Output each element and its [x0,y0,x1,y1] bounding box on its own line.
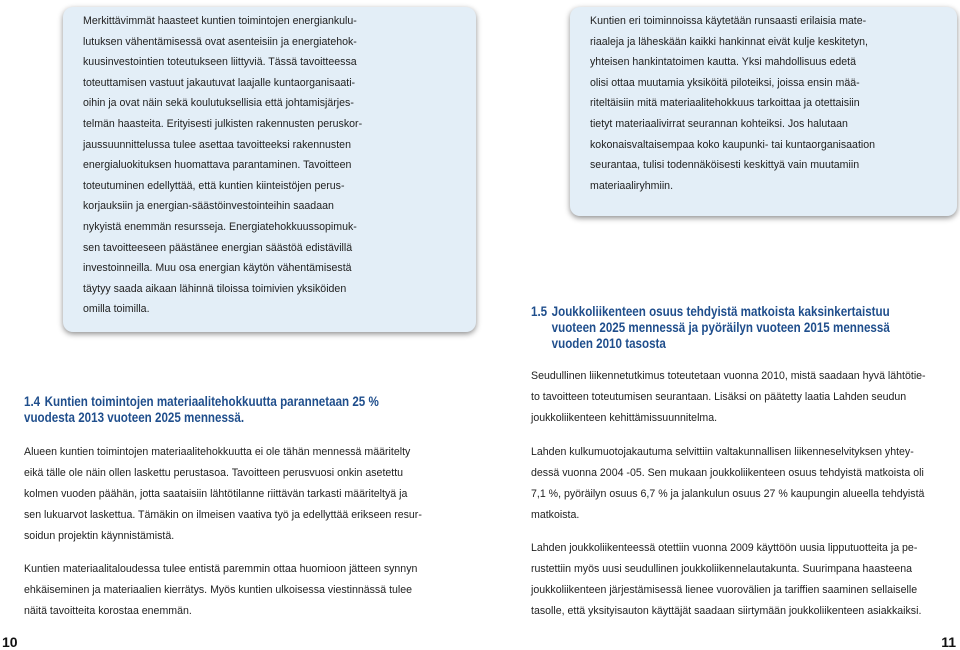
box-text-line: täytyy saada aikaan lähinnä tiloissa toimivien yksiköiden [83,282,347,295]
heading-text: vuodesta 2013 vuoteen 2025 mennessä. [24,410,245,425]
paragraph-line: Kuntien materiaalitaloudessa tulee entistä paremmin ottaa huomioon jätteen synnyn [24,563,418,575]
box-text-line: riaaleja ja läheskään kaikki hankinnat eivät kulje keskitetyn, [590,35,868,48]
box-text-line: jaussuunnittelussa tulee asettaa tavoitteeksi rakennusten [83,138,351,151]
box-text-line: investoinneilla. Muu osa energian käytön vähentämisestä [83,262,352,275]
box-text-line: toteuttamisen vastuut jakautuvat laajalle kuntaorganisaati- [83,76,356,89]
heading-number: 1.5 [531,304,548,319]
box-text-line: toteutuminen edellyttää, että kuntien kiinteistöjen perus- [83,179,345,192]
box-text-line: yhteisen hankintatoimen kautta. Yksi mahdollisuus edetä [590,56,856,69]
page-number-right: 11 [941,634,956,650]
body-paragraph [531,442,924,526]
paragraph-line: 7,1 %, pyöräilyn osuus 6,7 % ja jalankulun osuus 27 % kaupungin alueella tehdyistä [531,488,925,500]
highlight-box-right [570,7,957,216]
box-text-line: nykyistä enemmän resursseja. Energiatehokkuussopimuk- [83,220,357,233]
heading-text: vuoteen 2025 mennessä ja pyöräilyn vuoteen 2015 mennessä [551,320,890,335]
paragraph-line: Alueen kuntien toimintojen materiaalitehokkuutta ei ole tähän mennessä määritelty [24,446,411,458]
page-number-left: 10 [2,634,18,650]
box-text-line: Merkittävimmät haasteet kuntien toimintojen energiankulu- [83,15,357,27]
heading-number: 1.4 [24,394,41,409]
paragraph-line: joukkoliikenteen järjestämisessä lienee vuorovälien ja tariffien saaminen sellaiselle [531,584,918,596]
box-text-line: sen tavoitteeseen päästänee energian säästöä edistävillä [83,241,353,254]
paragraph-line: tasolle, että yksityisauton käyttäjät saadaan siirtymään joukkoliikenteen asiakkaiksi. [531,605,922,617]
paragraph-line: Seudullinen liikennetutkimus toteutetaan vuonna 2010, mistä saadaan hyvä lähtötie- [531,370,926,382]
box-text-line: kokonaisvaltaisempaa koko kaupunki- tai kuntaorganisaation [590,138,876,151]
box-text-line: riteltäisiin mitä materiaalitehokkuus tarkoittaa ja otettaisiin [590,97,860,110]
paragraph-line: joukkoliikenteen kehittämissuunnitelma. [531,412,718,424]
paragraph-line: sen lukuarvot laskettua. Tämäkin on ilmeisen vaativa työ ja edellyttää erikseen resur- [24,509,422,521]
box-text-line: tietyt materiaalivirrat seurannan kohteiksi. Jos halutaan [590,117,848,130]
body-paragraph [24,559,417,622]
body-paragraph [531,538,921,622]
paragraph-line: to tavoitteen toteutumisen seurantaan. Lisäksi on päätetty laatia Lahden seudun [531,391,907,403]
heading-text: Joukkoliikenteen osuus tehdyistä matkoista kaksinkertaistuu [551,304,890,319]
paragraph-line: näitä tavoitteita korostaa enemmän. [24,605,192,617]
paragraph-line: dessä vuonna 2004 -05. Sen mukaan joukkoliikenteen osuus tehdyistä matkoista oli [531,467,924,479]
box-text-line: telmän haasteita. Erityisesti julkisten rakennusten peruskor- [83,117,363,130]
paragraph-line: ehkäiseminen ja materiaalien kierrätys. Myös kuntien ulkoisessa viestinnässä tulee [24,584,413,596]
highlight-box-left [63,7,476,332]
paragraph-line: matkoista. [531,509,580,521]
paragraph-line: eikä tälle ole näin ollen laskettu perustasoa. Tavoitteen perusvuosi onkin asetettu [24,467,404,479]
box-text-line: omilla toimilla. [83,303,150,316]
heading-text: Kuntien toimintojen materiaalitehokkuutta parannetaan 25 % [44,394,379,409]
box-text-line: olisi ottaa muutamia yksiköitä piloteiksi, joissa ensin mää- [590,76,860,89]
box-text-line: materiaaliryhmiin. [590,179,674,192]
box-text-line: seurantaa, tulisi todennäköisesti keskittyä vain muutamiin [590,159,860,172]
paragraph-line: rustettiin myös uusi seudullinen joukkoliikennelautakunta. Suurimpana haasteena [531,563,913,575]
paragraph-line: soidun projektin käynnistämistä. [24,530,175,542]
box-text-line: oihin ja ovat näin sekä koulutuksellisia että johtamisjärjes- [83,97,354,110]
box-text-line: kuusinvestointien toteutukseen liittyviä. Tässä tavoitteessa [83,56,357,69]
section-heading-1-4 [24,394,379,426]
box-text-line: korjauksiin ja energian-säästöinvestointeihin saadaan [83,200,334,213]
paragraph-line: Lahden kulkumuotojakautuma selvittiin valtakunnallisen liikenneselvityksen yhtey- [531,446,914,458]
box-text-line: energialuokituksen huomattava parantaminen. Tavoitteen [83,159,352,172]
paragraph-line: Lahden joukkoliikenteessä otettiin vuonna 2009 käyttöön uusia lipputuotteita ja pe- [531,542,918,554]
paragraph-line: kolmen vuoden päähän, jotta saataisiin lähtötilanne riittävän tarkasti määriteltyä ja [24,488,408,500]
box-text-line: Kuntien eri toiminnoissa käytetään runsaasti erilaisia mate- [590,15,867,27]
box-text-line: lutuksen vähentämisessä ovat asenteisiin ja energiatehok- [83,35,357,48]
body-paragraph [531,366,926,429]
heading-text: vuoden 2010 tasosta [551,336,666,351]
section-heading-1-5 [531,304,890,352]
body-paragraph [24,442,422,547]
